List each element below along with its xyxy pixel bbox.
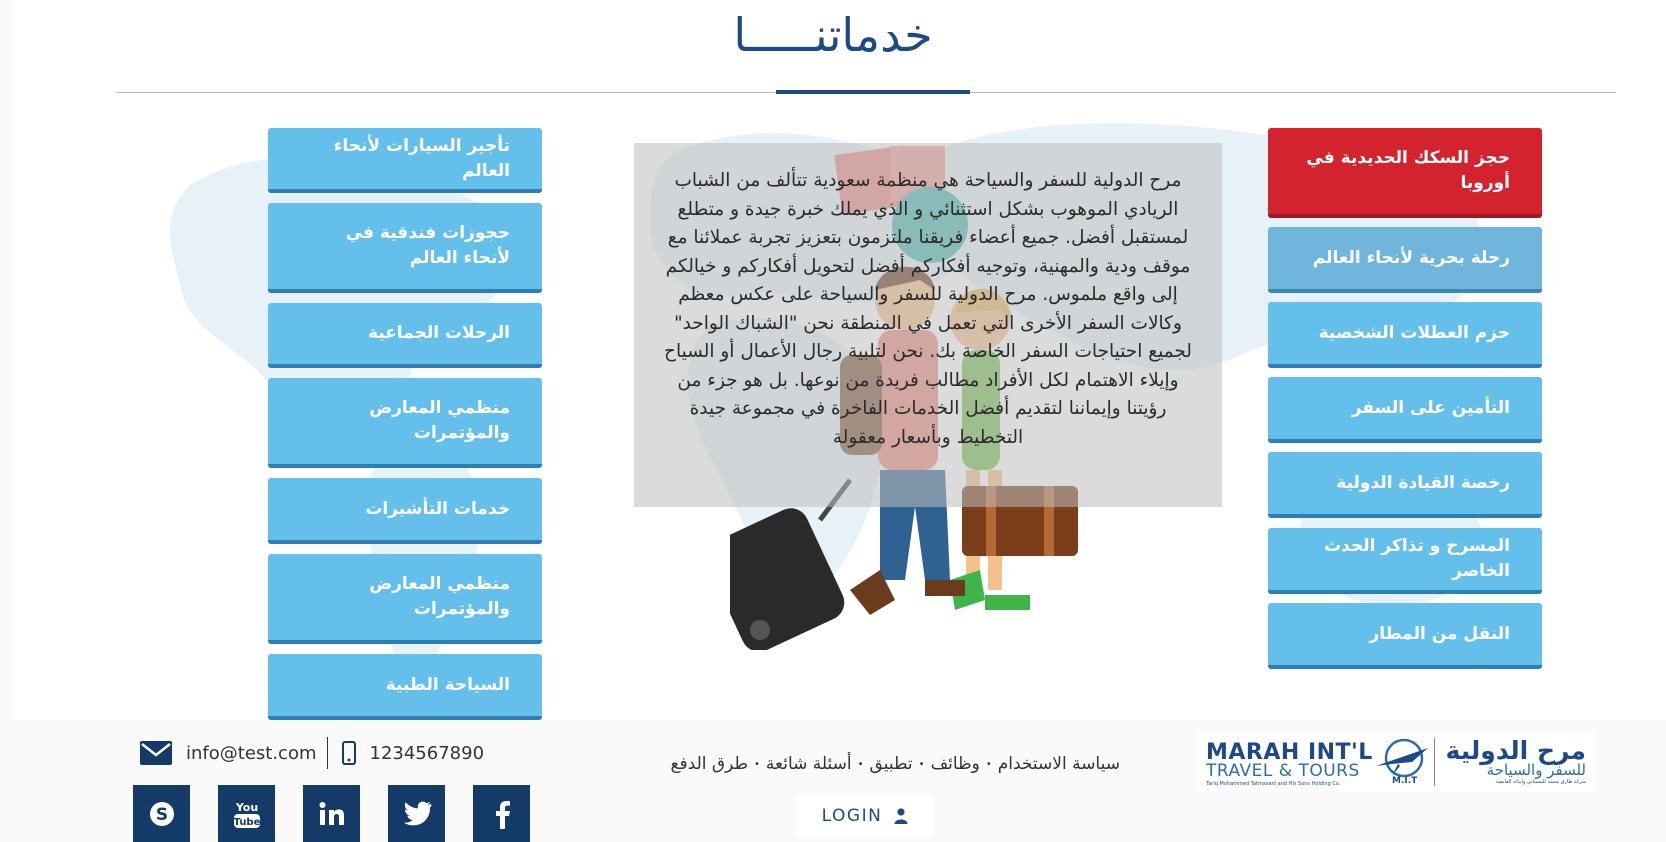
service-hotel-booking-button[interactable]: حجوزات فندقية في لأنحاء العالم	[268, 203, 542, 293]
twitter-icon	[402, 801, 432, 827]
link-separator: •	[918, 758, 925, 770]
svg-text:You: You	[235, 800, 258, 814]
logo-divider	[1434, 738, 1435, 786]
service-europe-rail-button[interactable]: حجز السكك الحديدية في أوروبا	[1268, 128, 1542, 218]
link-separator: •	[754, 758, 760, 770]
footer-link-app[interactable]: تطبيق	[869, 754, 913, 774]
envelope-icon	[140, 741, 172, 765]
company-logo[interactable]	[1196, 732, 1596, 792]
footer-link-usage-policy[interactable]: سياسة الاستخدام	[997, 754, 1120, 774]
service-cruise-button[interactable]: رحلة بحرية لأنحاء العالم	[1268, 227, 1542, 293]
section-title: خدماتنـــــا	[733, 8, 933, 62]
logo-arabic	[1446, 736, 1586, 785]
logo-ar-small: شركة طارق محمد للمستاني وأبنائه القابضة	[1496, 779, 1586, 785]
email-contact[interactable]	[140, 741, 317, 765]
email-text: info@test.com	[186, 742, 317, 764]
skype-icon	[147, 799, 177, 829]
service-airport-transfer-button[interactable]: النقل من المطار	[1268, 603, 1542, 669]
footer-link-jobs[interactable]: وظائف	[930, 754, 980, 774]
linkedin-button[interactable]	[303, 785, 360, 842]
logo-en-small: Tariq Mohammed Tatmasani and His Sons Holding Co.	[1206, 781, 1341, 787]
logo-ar-sub: للسفر والسياحة	[1486, 761, 1586, 779]
youtube-icon	[232, 798, 262, 830]
twitter-button[interactable]	[388, 785, 445, 842]
logo-en-sub: TRAVEL & TOURS	[1206, 761, 1360, 781]
service-visas-button[interactable]: خدمات التأشيرات	[268, 478, 542, 544]
social-links	[133, 785, 530, 842]
service-theater-tickets-button[interactable]: المسرح و تذاكر الحدث الخاصر	[1268, 528, 1542, 594]
logo-english	[1206, 740, 1373, 787]
contact-info	[140, 736, 484, 770]
logo-ar-name: مرح الدولية	[1445, 736, 1586, 765]
logo-en-name: MARAH INT'L	[1206, 740, 1373, 765]
login-label: LOGIN	[821, 806, 883, 826]
service-exhibitions-button-2[interactable]: منظمي المعارض والمؤتمرات	[268, 554, 542, 644]
svg-text:S: S	[155, 804, 168, 825]
link-separator: •	[857, 758, 864, 770]
linkedin-icon	[317, 799, 347, 829]
facebook-icon	[493, 799, 511, 829]
contact-separator	[327, 737, 328, 769]
about-description-box	[634, 143, 1222, 507]
site-footer	[0, 720, 1666, 836]
about-description-text: مرح الدولية للسفر والسياحة هي منظمة سعودية تتألف من الشباب الريادي الموهوب بشكل استثنائي و الذي يملك خبرة جيدة و متطلع لمستقبل أفضل. جميع أعضاء فريقنا ملتزمون بتعزيز تجربة عملائنا مع موقف ودية والمهنية، وتوجيه أفكاركم أفضل لتحويل أفكاركم و خيالكم إلى واقع ملموس. مرح الدولية للسفر والسياحة على عكس معظم وكالات السفر الأخرى التي تعمل في المنطقة نحن "الشباك الواحد" لجميع احتياجات السفر الخاصة بك. نحن لتلبية رجال الأعمال أو السياح وإيلاء الاهتمام لكل الأفراد مطالب فريدة من نوعها. بل هو جزء من رؤيتنا وإيماننا لتقديم أفضل الخدمات الفاخرة في مجموعة جيدة التخطيط وبأسعار معقولة	[664, 170, 1192, 448]
service-car-rental-button[interactable]: تأجير السيارات لأنحاء العالم	[268, 128, 542, 193]
footer-link-payment-methods[interactable]: طرق الدفع	[670, 754, 749, 774]
phone-text: 1234567890	[369, 742, 485, 764]
service-driving-license-button[interactable]: رخصة القيادة الدولية	[1268, 452, 1542, 518]
logo-badge: M.I.T	[1392, 776, 1418, 786]
footer-link-faq[interactable]: أسئلة شائعة	[765, 754, 852, 774]
footer-links	[620, 754, 1120, 774]
link-separator: •	[985, 758, 992, 770]
youtube-button[interactable]	[218, 785, 275, 842]
svg-text:Tube: Tube	[233, 816, 260, 828]
service-travel-insurance-button[interactable]: التأمين على السفر	[1268, 377, 1542, 443]
facebook-button[interactable]	[473, 785, 530, 842]
title-accent-bar	[776, 90, 970, 94]
service-group-trips-button[interactable]: الرحلات الجماعية	[268, 303, 542, 368]
service-medical-tourism-button[interactable]: السياحة الطبية	[268, 654, 542, 720]
phone-contact[interactable]	[342, 741, 485, 765]
service-exhibitions-button[interactable]: منظمي المعارض والمؤتمرات	[268, 378, 542, 468]
mobile-phone-icon	[342, 741, 356, 765]
skype-button[interactable]	[133, 785, 190, 842]
user-icon	[894, 808, 908, 824]
service-holiday-packages-button[interactable]: حزم العطلات الشخصية	[1268, 302, 1542, 368]
login-button[interactable]	[796, 794, 934, 838]
